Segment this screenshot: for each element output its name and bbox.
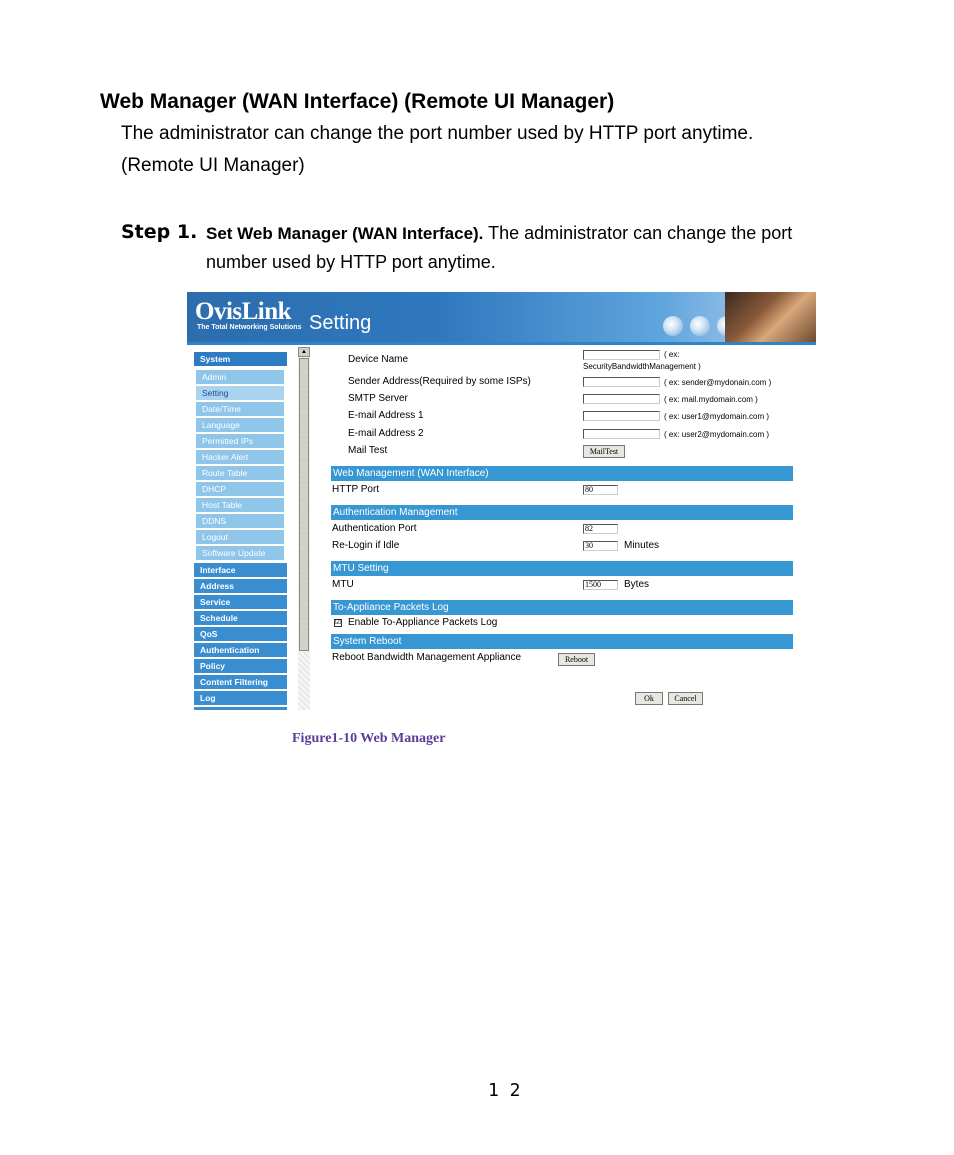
authentication-port-input[interactable]: 82 [583,524,618,534]
sidebar-item-dhcp[interactable]: DHCP [196,482,284,496]
page-title: Setting [309,312,372,334]
sidebar-item-qos[interactable]: QoS [194,627,287,641]
sidebar-item-partial [194,707,287,710]
email-address-1-input[interactable] [583,411,660,421]
device-name-hint-1: ( ex: [664,350,680,359]
bytes-label: Bytes [624,579,650,590]
banner-photo [725,292,816,342]
system-reboot-section-bar: System Reboot [331,634,793,649]
page-number: 1 2 [488,1080,521,1101]
mtu-input[interactable]: 1500 [583,580,618,590]
email-address-2-hint: ( ex: user2@mydomain.com ) [664,430,770,439]
sidebar-item-authentication[interactable]: Authentication [194,643,287,657]
step-line-1 [206,223,792,244]
sidebar-item-schedule[interactable]: Schedule [194,611,287,625]
section-heading: Web Manager (WAN Interface) (Remote UI Manager) [100,90,615,113]
sidebar-item-software-update[interactable]: Software Update [196,546,284,560]
smtp-server-hint: ( ex: mail.mydomain.com ) [664,395,758,404]
device-name-label: Device Name [348,354,409,365]
mtu-section-bar: MTU Setting [331,561,793,576]
logo-tagline: The Total Networking Solutions [197,324,302,331]
sidebar-item-system[interactable]: System [194,352,287,366]
minutes-label: Minutes [624,540,660,551]
sidebar-item-setting[interactable]: Setting [196,386,284,400]
enable-log-checkbox[interactable]: ☑ [335,619,342,626]
sidebar-item-policy[interactable]: Policy [194,659,287,673]
cancel-button[interactable]: Cancel [668,692,703,705]
step-text-1: The administrator can change the port [483,223,793,243]
authentication-port-label: Authentication Port [332,523,417,534]
sidebar-item-address[interactable]: Address [194,579,287,593]
intro-line-2: (Remote UI Manager) [121,155,305,176]
http-port-input[interactable]: 80 [583,485,618,495]
sidebar-item-content-filtering[interactable]: Content Filtering [194,675,287,689]
scroll-up-arrow-icon[interactable]: ▲ [298,347,310,357]
email-address-1-hint: ( ex: user1@mydomain.com ) [664,412,770,421]
sidebar-item-hacker-alert[interactable]: Hacker Alert [196,450,284,464]
sender-address-hint: ( ex: sender@mydonain.com ) [664,378,772,387]
sidebar-item-log[interactable]: Log [194,691,287,705]
step-line-2: number used by HTTP port anytime. [206,252,496,272]
sidebar-item-date-time[interactable]: Date/Time [196,402,284,416]
mail-test-label: Mail Test [348,445,388,456]
smtp-server-input[interactable] [583,394,660,404]
relogin-input[interactable]: 30 [583,541,618,551]
step-label: Step 1. [121,221,198,243]
figure-caption: Figure1-10 Web Manager [292,731,446,746]
packets-log-section-bar: To-Appliance Packets Log [331,600,793,615]
ok-button[interactable]: Ok [635,692,663,705]
globe-icon [663,316,683,336]
email-address-2-input[interactable] [583,429,660,439]
intro-line-1: The administrator can change the port number used by HTTP port anytime. [121,123,754,144]
web-management-section-bar: Web Management (WAN Interface) [331,466,793,481]
sidebar-item-admin[interactable]: Admin [196,370,284,384]
sidebar-item-route-table[interactable]: Route Table [196,466,284,480]
smtp-server-label: SMTP Server [348,393,408,404]
device-name-input[interactable] [583,350,660,360]
sidebar-item-ddns[interactable]: DDNS [196,514,284,528]
relogin-label: Re-Login if Idle [332,540,400,551]
globe-icon [690,316,710,336]
scrollbar-thumb[interactable] [299,358,309,651]
sidebar-item-language[interactable]: Language [196,418,284,432]
banner-divider [187,342,816,345]
sender-address-label: Sender Address(Required by some ISPs) [348,376,531,387]
mtu-label: MTU [332,579,354,590]
mail-test-button[interactable]: MailTest [583,445,625,458]
reboot-button[interactable]: Reboot [558,653,595,666]
http-port-label: HTTP Port [332,484,380,495]
sidebar-item-host-table[interactable]: Host Table [196,498,284,512]
enable-log-label: Enable To-Appliance Packets Log [348,617,498,628]
step-bold-text: Set Web Manager (WAN Interface). [206,224,484,243]
web-manager-screenshot [187,292,816,710]
sidebar-item-permitted-ips[interactable]: Permitted IPs [196,434,284,448]
reboot-label: Reboot Bandwidth Management Appliance [332,652,522,663]
sender-address-input[interactable] [583,377,660,387]
sidebar-item-service[interactable]: Service [194,595,287,609]
authentication-section-bar: Authentication Management [331,505,793,520]
email-address-1-label: E-mail Address 1 [348,410,424,421]
email-address-2-label: E-mail Address 2 [348,428,424,439]
device-name-hint-2: SecurityBandwidthManagement ) [583,362,701,371]
sidebar-item-interface[interactable]: Interface [194,563,287,577]
sidebar-item-logout[interactable]: Logout [196,530,284,544]
ovislink-logo: OvisLink [195,298,292,325]
